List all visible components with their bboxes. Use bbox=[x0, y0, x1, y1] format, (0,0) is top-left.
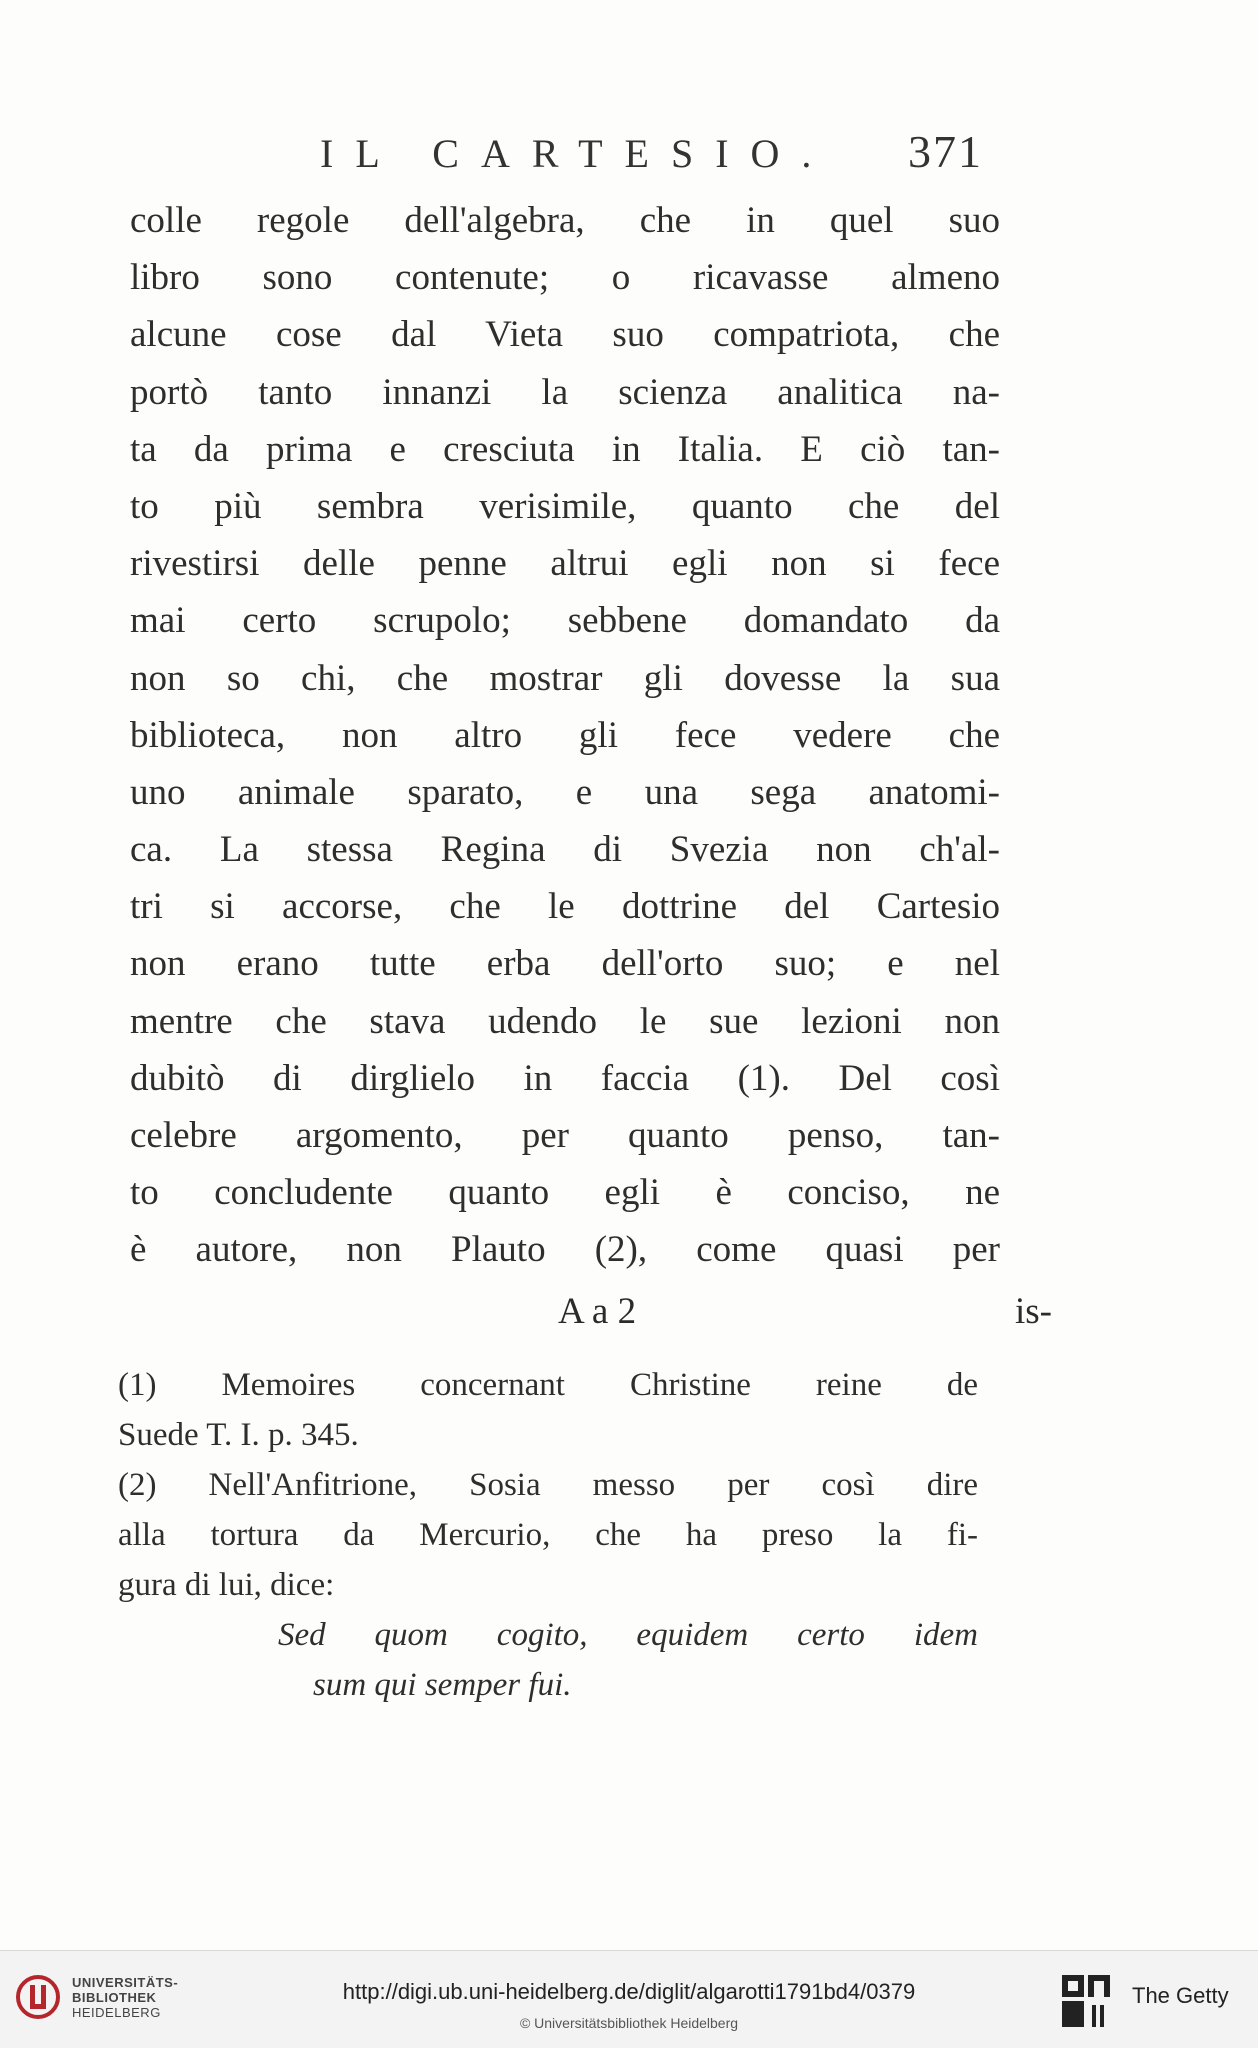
text-line: dubitò di dirglielo in faccia (1). Del così bbox=[130, 1057, 1000, 1099]
footnote-line: (1) Memoires concernant Christine reine de bbox=[118, 1367, 978, 1403]
text-line: colle regole dell'algebra, che in quel suo bbox=[130, 200, 1000, 241]
page-number: 371 bbox=[908, 126, 983, 177]
body-text bbox=[130, 192, 1000, 1279]
text-line: to concludente quanto egli è conciso, ne bbox=[130, 1172, 1000, 1214]
text-line: portò tanto innanzi la scienza analitica na- bbox=[130, 371, 1000, 413]
signature-line bbox=[130, 1290, 1052, 1347]
text-line: tri si accorse, che le dottrine del Cartesio bbox=[130, 886, 1000, 928]
text-line: non erano tutte erba dell'orto suo; e nel bbox=[130, 943, 1000, 985]
text-line: rivestirsi delle penne altrui egli non si fece bbox=[130, 543, 1000, 585]
text-line: ca. La stessa Regina di Svezia non ch'al- bbox=[130, 829, 1000, 871]
text-line: è autore, non Plauto (2), come quasi per bbox=[130, 1229, 1000, 1271]
text-line: mai certo scrupolo; sebbene domandato da bbox=[130, 600, 1000, 642]
text-line: biblioteca, non altro gli fece vedere che bbox=[130, 714, 1000, 756]
text-line: mentre che stava udendo le sue lezioni non bbox=[130, 1000, 1000, 1042]
text-line: celebre argomento, per quanto penso, tan- bbox=[130, 1115, 1000, 1156]
footnotes bbox=[118, 1360, 978, 1710]
copyright-notice: © Universitätsbibliothek Heidelberg bbox=[519, 2015, 739, 2031]
footnote-line: (2) Nell'Anfitrione, Sosia messo per così dire bbox=[118, 1467, 978, 1503]
library-name-line: UNIVERSITÄTS- bbox=[72, 1975, 179, 1990]
running-head: IL CARTESIO. bbox=[320, 131, 834, 176]
viewer-footer bbox=[0, 1950, 1258, 2048]
getty-logo-icon[interactable] bbox=[1058, 1971, 1114, 2031]
text-line: libro sono contenute; o ricavasse almeno bbox=[130, 257, 1000, 299]
footnote-line: gura di lui, dice: bbox=[118, 1567, 335, 1603]
text-line: ta da prima e cresciuta in Italia. E ciò tan- bbox=[130, 428, 1000, 470]
text-line: uno animale sparato, e una sega anatomi- bbox=[130, 771, 1000, 813]
verse-line: sum qui semper fui. bbox=[313, 1667, 572, 1703]
text-line: to più sembra verisimile, quanto che del bbox=[130, 485, 1000, 527]
text-line: alcune cose dal Vieta suo compatriota, che bbox=[130, 314, 1000, 356]
library-name-line: BIBLIOTHEK bbox=[72, 1990, 157, 2005]
footnote-line: Suede T. I. p. 345. bbox=[118, 1417, 359, 1453]
catchword: is- bbox=[1015, 1291, 1052, 1332]
text-line: non so chi, che mostrar gli dovesse la sua bbox=[130, 657, 1000, 699]
library-name-line: HEIDELBERG bbox=[72, 2005, 161, 2020]
verse-line: Sed quom cogito, equidem certo idem bbox=[278, 1617, 978, 1653]
permalink-url[interactable]: http://digi.ub.uni-heidelberg.de/diglit/algarotti1791bd4/0379 bbox=[342, 1979, 916, 2004]
signature-mark: A a 2 bbox=[558, 1291, 637, 1332]
getty-label: The Getty bbox=[1132, 1983, 1229, 2008]
footnote-line: alla tortura da Mercurio, che ha preso la fi- bbox=[118, 1517, 978, 1553]
